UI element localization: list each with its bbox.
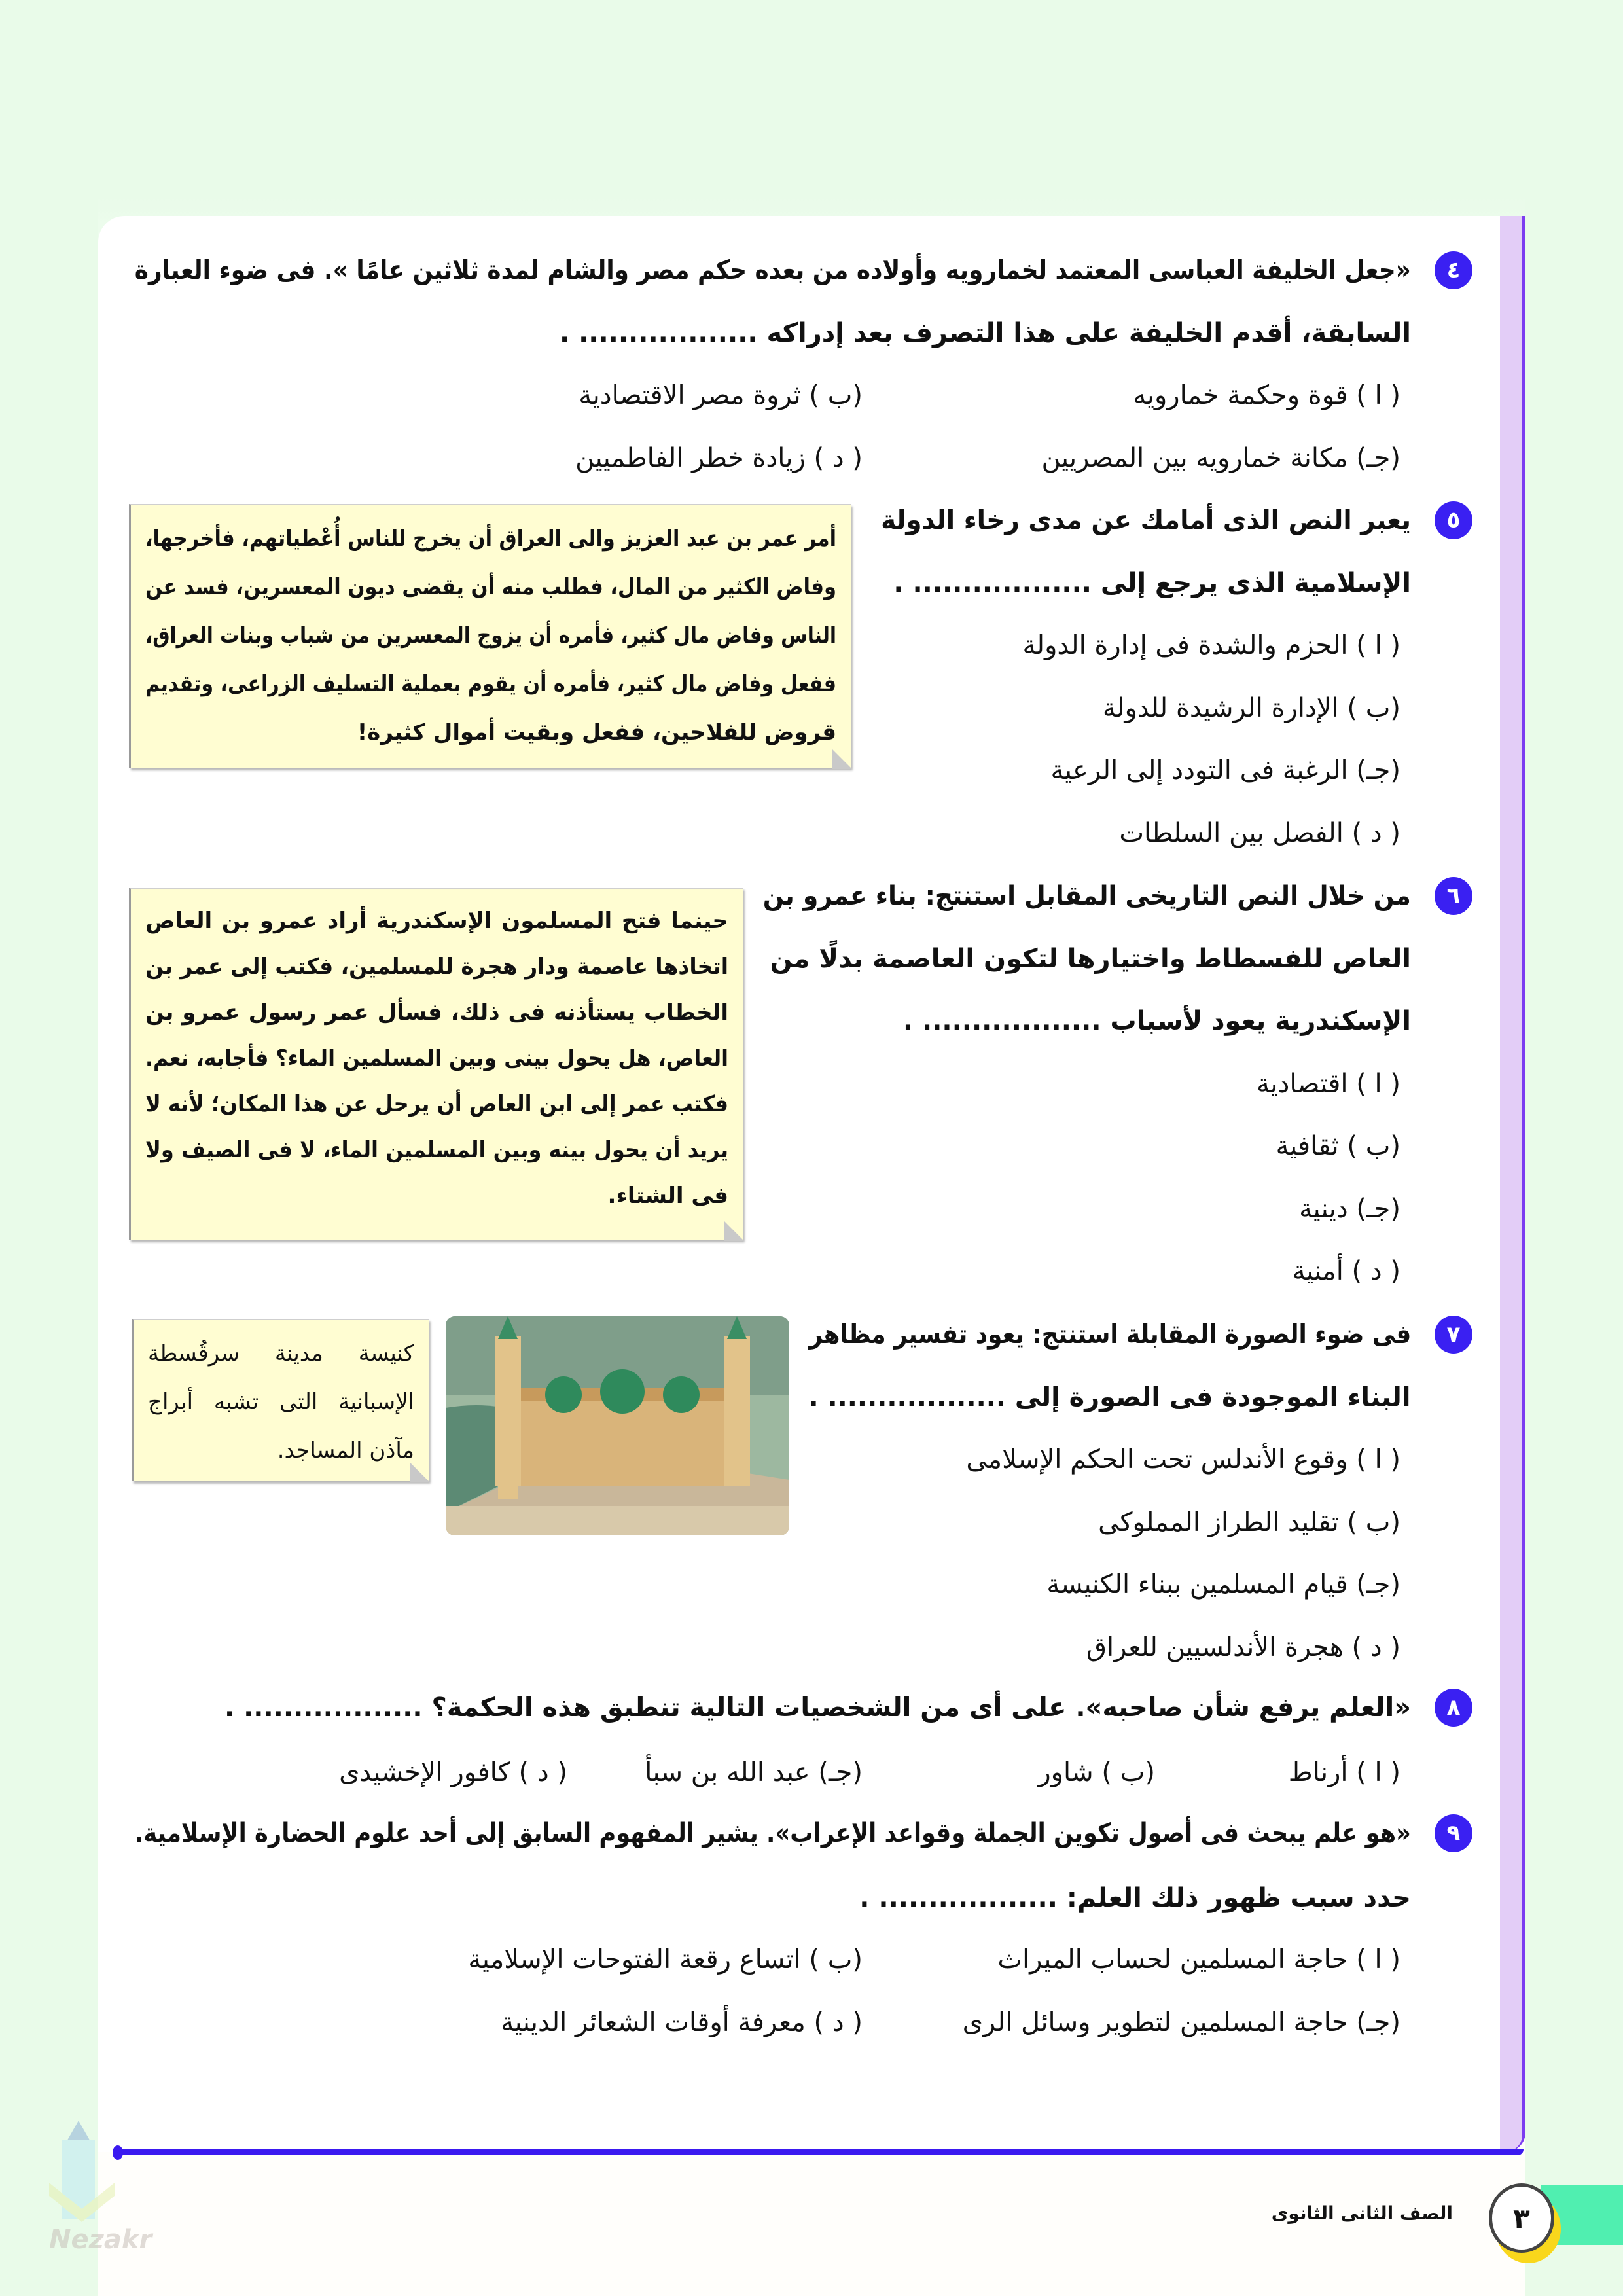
note-line: حينما فتح المسلمون الإسكندرية أراد عمرو بن العاص bbox=[145, 908, 728, 934]
question-number-5: ٥ bbox=[1435, 501, 1472, 539]
question-5-stem-line-2: الإسلامية الذى يرجع إلى .................. . bbox=[893, 568, 1411, 598]
page-fold-icon bbox=[724, 1221, 744, 1241]
note-line: اتخاذها عاصمة ودار هجرة للمسلمين، فكتب إلى عمر بن bbox=[145, 954, 729, 980]
question-8-option-d[interactable]: ( د ) كافور الإخشيدى bbox=[339, 1757, 567, 1787]
question-6-stem-line-2: العاص للفسطاط واختيارها لتكون العاصمة بدلًا من bbox=[770, 944, 1411, 974]
question-7-option-c[interactable]: (جـ) قيام المسلمين ببناء الكنيسة bbox=[1046, 1570, 1400, 1600]
note-line: يريد أن يحول بينه وبين المسلمين الماء، لا فى الصيف ولا bbox=[145, 1137, 728, 1163]
question-6-stem-line-1: من خلال النص التاريخى المقابل استنتج: بناء عمرو بن bbox=[762, 881, 1411, 911]
question-7-stem-line-1: فى ضوء الصورة المقابلة استنتج: يعود تفسير مظاهر bbox=[809, 1319, 1411, 1350]
note-line: الخطاب يستأذنه فى ذلك، فسأل عمر رسول عمرو بن bbox=[145, 999, 728, 1026]
question-4-stem-line-1: «جعل الخليفة العباسى المعتمد لخمارويه وأولاده من بعده حكم مصر والشام لمدة ثلاثين عامًا ». فى ضوء العبارة bbox=[134, 255, 1411, 285]
cathedral-photo bbox=[446, 1316, 789, 1535]
question-4-option-d[interactable]: ( د ) زيادة خطر الفاطميين bbox=[575, 443, 863, 473]
question-number-7: ٧ bbox=[1435, 1316, 1472, 1354]
question-8-option-c[interactable]: (جـ) عبد الله بن سبأ bbox=[645, 1757, 863, 1787]
question-6-option-b[interactable]: (ب ) ثقافية bbox=[1275, 1131, 1400, 1161]
question-4-stem-line-2: السابقة، أقدم الخليفة على هذا التصرف بعد إدراكه .................. . bbox=[559, 318, 1411, 348]
question-4-option-b[interactable]: (ب ) ثروة مصر الاقتصادية bbox=[579, 380, 863, 410]
note-line: مآذن المساجد. bbox=[277, 1437, 414, 1463]
question-5-option-a[interactable]: ( ا ) الحزم والشدة فى إدارة الدولة bbox=[1022, 630, 1400, 660]
question-7-stem-line-2: البناء الموجودة فى الصورة إلى .................. . bbox=[808, 1382, 1411, 1412]
question-6-option-c[interactable]: (جـ) دينية bbox=[1299, 1194, 1400, 1224]
question-7-option-d[interactable]: ( د ) هجرة الأندلسيين للعراق bbox=[1086, 1632, 1400, 1662]
page-fold-icon bbox=[832, 749, 852, 769]
question-5-source-note bbox=[129, 504, 851, 768]
question-6-stem-line-3: الإسكندرية يعود لأسباب .................. . bbox=[902, 1006, 1411, 1036]
question-9-option-b[interactable]: (ب ) اتساع رقعة الفتوحات الإسلامية bbox=[468, 1945, 863, 1975]
question-4-option-a[interactable]: ( ا ) قوة وحكمة خمارويه bbox=[1133, 380, 1400, 410]
question-9-option-a[interactable]: ( ا ) حاجة المسلمين لحساب الميراث bbox=[997, 1945, 1400, 1975]
question-6-option-d[interactable]: ( د ) أمنية bbox=[1292, 1256, 1400, 1286]
question-number-8: ٨ bbox=[1435, 1689, 1472, 1727]
note-line: العاص، هل يحول بينى وبين المسلمين الماء؟ فأجابه، نعم. bbox=[145, 1045, 728, 1071]
note-line: الناس وفاض مال كثير، فأمره أن يزوج المعسرين من شباب وبنات العراق، bbox=[145, 622, 836, 649]
question-7-caption-note bbox=[132, 1319, 429, 1481]
grade-label: الصف الثانى الثانوى bbox=[1271, 2202, 1453, 2224]
question-9-option-d[interactable]: ( د ) معرفة أوقات الشعائر الدينية bbox=[501, 2007, 863, 2037]
question-6-option-a[interactable]: ( ا ) اقتصادية bbox=[1256, 1069, 1400, 1099]
svg-text:Nezakr: Nezakr bbox=[49, 2225, 152, 2255]
note-line: فكتب عمر إلى ابن العاص أن يرحل عن هذا المكان؛ لأنه لا bbox=[145, 1091, 729, 1117]
page-number: ٣ bbox=[1489, 2183, 1554, 2253]
note-line: كنيسة مدينة سرقُسطة bbox=[148, 1340, 414, 1367]
note-line: ففعل وفاض مال كثير، فأمره أن يقوم بعملية التسليف الزراعى، وتقديم bbox=[145, 671, 836, 697]
question-8-option-a[interactable]: ( ا ) أرناط bbox=[1288, 1757, 1400, 1787]
page-fold-icon bbox=[410, 1463, 430, 1482]
question-8-stem: «العلم يرفع شأن صاحبه». على أى من الشخصيات التالية تنطبق هذه الحكمة؟ .................. . bbox=[224, 1693, 1411, 1723]
question-5-stem-line-1: يعبر النص الذى أمامك عن مدى رخاء الدولة bbox=[881, 505, 1411, 535]
question-7-option-a[interactable]: ( ا ) وقوع الأندلس تحت الحكم الإسلامى bbox=[966, 1444, 1400, 1475]
question-number-4: ٤ bbox=[1435, 251, 1472, 289]
question-9-stem-line-1: «هو علم يبحث فى أصول تكوين الجملة وقواعد الإعراب». يشير المفهوم السابق إلى أحد علوم الحضارة الإسلامية. bbox=[134, 1818, 1411, 1848]
question-5-option-b[interactable]: (ب ) الإدارة الرشيدة للدولة bbox=[1102, 693, 1400, 723]
question-5-option-c[interactable]: (جـ) الرغبة فى التودد إلى الرعية bbox=[1050, 755, 1400, 785]
question-6-source-note bbox=[129, 888, 743, 1240]
side-strip bbox=[1500, 216, 1522, 2152]
note-line: وفاض الكثير من المال، فطلب منه أن يقضى ديون المعسرين، فسد عن bbox=[145, 574, 836, 600]
question-9-option-c[interactable]: (جـ) حاجة المسلمين لتطوير وسائل الرى bbox=[962, 2007, 1400, 2037]
question-5-option-d[interactable]: ( د ) الفصل بين السلطات bbox=[1119, 818, 1400, 848]
note-line: قروض للفلاحين، ففعل وبقيت أموال كثيرة! bbox=[357, 719, 836, 745]
note-line: أمر عمر بن عبد العزيز والى العراق أن يخرج للناس أُعْطياتهم، فأخرجها، bbox=[145, 526, 836, 552]
question-4-option-c[interactable]: (جـ) مكانة خمارويه بين المصريين bbox=[1041, 443, 1400, 473]
note-line: الإسبانية التى تشبه أبراج bbox=[148, 1389, 414, 1415]
question-number-6: ٦ bbox=[1435, 877, 1472, 915]
nezakr-watermark-logo bbox=[46, 2111, 236, 2261]
question-8-option-b[interactable]: (ب ) شاور bbox=[1038, 1757, 1155, 1787]
note-line: فى الشتاء. bbox=[607, 1183, 728, 1209]
question-7-option-b[interactable]: (ب ) تقليد الطراز المملوكى bbox=[1098, 1507, 1400, 1537]
bottom-divider bbox=[116, 2149, 1524, 2155]
question-9-stem-line-2: حدد سبب ظهور ذلك العلم: .................. . bbox=[859, 1883, 1411, 1913]
question-number-9: ٩ bbox=[1435, 1814, 1472, 1852]
